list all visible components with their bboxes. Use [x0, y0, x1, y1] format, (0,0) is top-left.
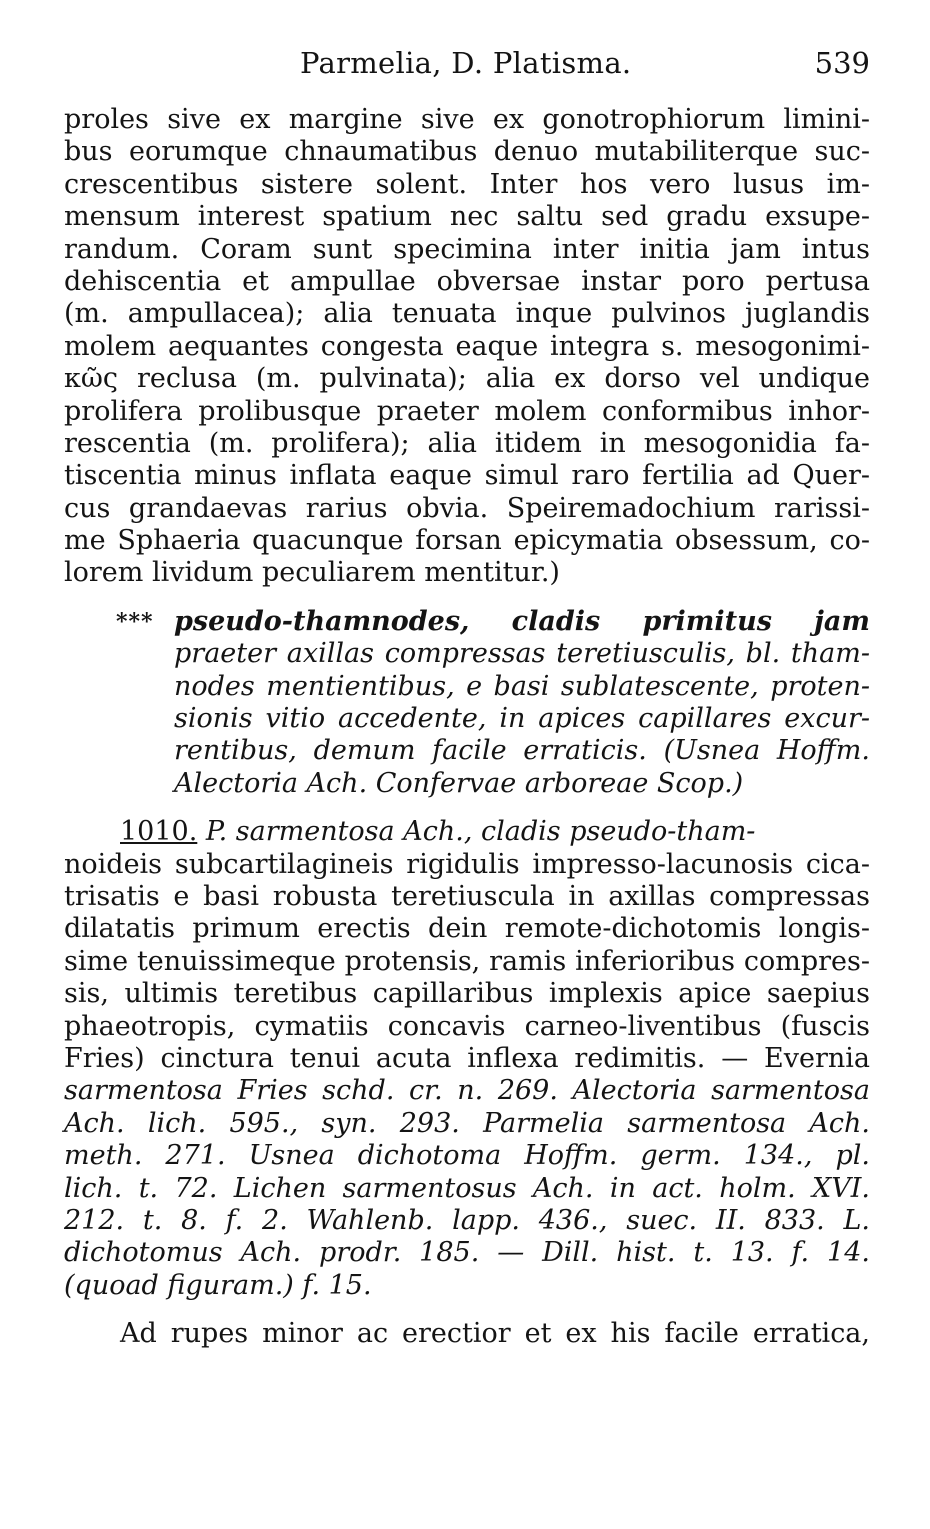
text-line: Alectoria Ach. Confervae arboreae Scop.) — [174, 767, 744, 799]
text-line: molem aequantes congesta eaque integra s. mesogonimi- — [64, 330, 870, 362]
text-line: sionis vitio accedente, in apices capillares excur- — [174, 703, 870, 735]
species-first-line — [64, 816, 870, 848]
text-line: dichotomus Ach. prodr. 185. — Dill. hist. t. 13. f. 14. — [64, 1237, 870, 1269]
variety-marker: *** — [116, 608, 154, 635]
paragraph-forms — [64, 104, 870, 590]
text-line: cus grandaevas rarius obvia. Speiremadochium rarissi- — [64, 492, 870, 524]
text-line: noideis subcartilagineis rigidulis impresso-lacunosis cica- — [64, 848, 870, 880]
text-line: 212. t. 8. f. 2. Wahlenb. lapp. 436., suec. II. 833. L. — [64, 1204, 870, 1236]
text-line: meth. 271. Usnea dichotoma Hoffm. germ. 134., pl. — [64, 1140, 870, 1172]
variety-line-text: pseudo-thamnodes, cladis primitus jam — [174, 605, 870, 637]
text-line: phaeotropis, cymatiis concavis carneo-liventibus (fuscis — [64, 1010, 870, 1042]
text-line: sarmentosa Fries schd. cr. n. 269. Alectoria sarmentosa — [64, 1075, 870, 1107]
text-line: Fries) cinctura tenui acuta inflexa redimitis. — Evernia — [64, 1042, 870, 1074]
text-line: me Sphaeria quacunque forsan epicymatia obsessum, co- — [64, 525, 870, 557]
text-line: (m. ampullacea); alia tenuata inque pulvinos juglandis — [64, 298, 870, 330]
text-line: bus eorumque chnaumatibus denuo mutabiliterque suc- — [64, 136, 870, 168]
text-line: proles sive ex margine sive ex gonotrophiorum limini- — [64, 104, 870, 135]
running-title: Parmelia, D. Platisma. — [300, 46, 632, 80]
text-line: lich. t. 72. Lichen sarmentosus Ach. in act. holm. XVI. — [64, 1172, 870, 1204]
variety-block — [64, 606, 870, 800]
text-body — [64, 104, 870, 1350]
text-line: praeter axillas compressas teretiusculis, bl. tham- — [174, 638, 870, 670]
closing-line: Ad rupes minor ac erectior et ex his facile erratica, — [120, 1318, 870, 1350]
species-heading: P. sarmentosa Ach., cladis pseudo-tham- — [205, 816, 756, 848]
variety-first-line — [116, 605, 870, 638]
text-line: dehiscentia et ampullae obversae instar poro pertusa — [64, 265, 870, 297]
text-line: nodes mentientibus, e basi sublatescente, proten- — [174, 670, 870, 702]
text-line: crescentibus sistere solent. Inter hos vero lusus im- — [64, 168, 870, 200]
text-line: lorem lividum peculiarem mentitur.) — [64, 557, 560, 589]
text-line: rentibus, demum facile erraticis. (Usnea Hoffm. — [174, 735, 870, 767]
page-number: 539 — [814, 46, 870, 80]
text-line: Ach. lich. 595., syn. 293. Parmelia sarmentosa Ach. — [64, 1107, 870, 1139]
text-line: sime tenuissimeque protensis, ramis inferioribus compres- — [64, 945, 870, 977]
text-line: (quoad figuram.) f. 15. — [64, 1269, 372, 1301]
text-line: rescentia (m. prolifera); alia itidem in mesogonidia fa- — [64, 427, 870, 459]
text-line: trisatis e basi robusta teretiuscula in axillas compressas — [64, 880, 870, 912]
text-line: tiscentia minus inflata eaque simul raro fertilia ad Quer- — [64, 460, 870, 492]
text-line: dilatatis primum erectis dein remote-dichotomis longis- — [64, 913, 870, 945]
text-line: randum. Coram sunt specimina inter initia jam intus — [64, 233, 870, 265]
text-line: sis, ultimis teretibus capillaribus implexis apice saepius — [64, 978, 870, 1010]
running-head — [64, 46, 870, 90]
text-line: mensum interest spatium nec saltu sed gradu exsupe- — [64, 201, 870, 233]
species-entry — [64, 816, 870, 1302]
text-line: κῶς reclusa (m. pulvinata); alia ex dorso vel undique — [64, 363, 870, 395]
text-line: prolifera prolibusque praeter molem conformibus inhor- — [64, 395, 870, 427]
species-number: 1010. — [120, 816, 198, 848]
